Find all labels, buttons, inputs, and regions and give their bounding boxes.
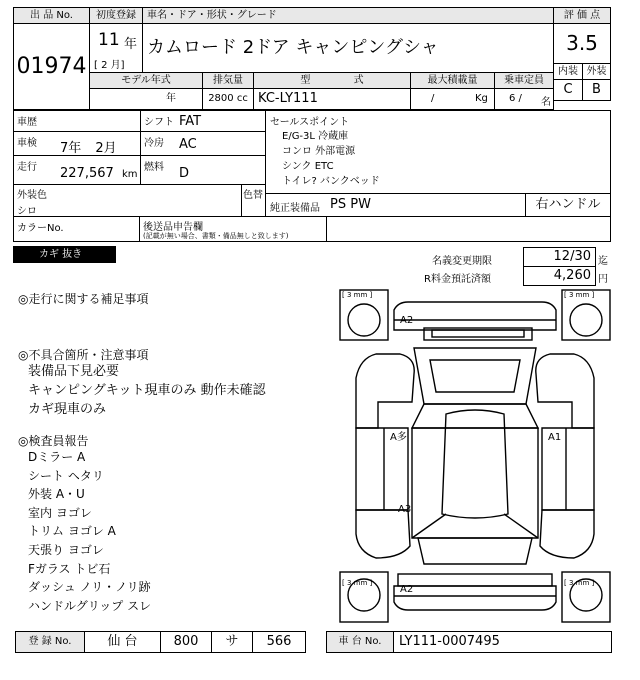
inspector-item: ダッシュ ノリ・ノリ跡 <box>28 580 151 595</box>
steering: 右ハンドル <box>525 193 611 217</box>
shift-label: シフト <box>144 117 174 128</box>
car-name: カムロード 2ドア キャンピングシャ <box>142 23 554 73</box>
exterior-color-value: シロ <box>17 206 37 217</box>
inspector-item: 室内 ヨゴレ <box>28 505 92 520</box>
tire-depth-label: [ 3 mm ] <box>342 579 373 587</box>
tire-depth-label: [ 3 mm ] <box>342 291 373 299</box>
type-value: KC-LY111 <box>253 88 411 110</box>
inspector-item: トリム ヨゴレ A <box>28 524 116 539</box>
reg-number: 566 <box>252 631 306 653</box>
model-year-value: 年 <box>89 88 203 110</box>
blank-cell <box>326 216 611 242</box>
right-rear-panel <box>540 510 594 558</box>
capacity-value: 6 / <box>509 93 522 104</box>
tire-front-left-icon <box>348 304 380 336</box>
defects-heading: ◎不具合箇所・注意事項 <box>18 348 149 362</box>
inspection-label: 車検 <box>17 138 37 149</box>
left-front-fender <box>356 354 414 428</box>
type-label: 型 式 <box>253 72 411 89</box>
displacement-value: 2800 cc <box>202 88 254 110</box>
shift-cell <box>140 110 266 132</box>
driving-notes-heading: ◎走行に関する補足事項 <box>18 292 149 306</box>
first-reg-month: [ 2 月] <box>94 60 125 71</box>
car-name-label: 車名・ドア・形状・グレード <box>142 7 554 24</box>
front-bumper <box>394 302 556 330</box>
inspector-list <box>28 448 151 615</box>
roof <box>442 410 508 518</box>
lot-number: 01974 <box>13 23 90 110</box>
max-load-unit: Kg <box>475 93 488 104</box>
fuel-label: 燃料 <box>144 162 164 173</box>
inspector-item: シート ヘタリ <box>28 468 104 483</box>
aftermarket-cell <box>139 216 327 242</box>
key-removed-badge: カギ 抜き <box>13 246 116 263</box>
mileage-cell <box>13 155 141 185</box>
equipment-label: 純正装備品 <box>270 203 320 214</box>
history-label: 車歴 <box>17 117 37 128</box>
color-no-cell <box>13 216 140 242</box>
damage-mark: A1 <box>548 432 562 443</box>
sales-points-cell <box>265 110 611 194</box>
capacity-label: 乗車定員 <box>494 72 554 89</box>
vehicle-damage-diagram <box>338 288 612 624</box>
inspection-cell <box>13 131 141 156</box>
interior-label: 内装 <box>553 63 583 80</box>
max-load-box <box>410 88 495 110</box>
overall-grade: 3.5 <box>553 23 611 64</box>
fuel-value: D <box>179 166 190 181</box>
reg-label: 登 録 No. <box>15 631 85 653</box>
reg-place: 仙 台 <box>84 631 161 653</box>
sales-points-list <box>282 129 380 189</box>
interior-grade: C <box>553 79 583 101</box>
inspector-item: Fガラス トビ石 <box>28 561 111 576</box>
deadline-unit: 迄 <box>598 256 608 267</box>
mileage-label: 走行 <box>17 162 37 173</box>
max-load-value: / <box>431 93 435 104</box>
inspector-item: ハンドルグリップ スレ <box>28 598 152 613</box>
left-rear-panel <box>356 510 410 558</box>
sales-point: コンロ 外部電源 <box>282 146 356 157</box>
mileage-unit: km <box>122 169 138 180</box>
first-reg-year: 11 <box>98 30 120 50</box>
defect-item: キャンピングキット現車のみ 動作未確認 <box>28 383 266 398</box>
defect-item: 装備品下見必要 <box>28 364 120 379</box>
inspector-heading: ◎検査員報告 <box>18 434 89 448</box>
sales-point: シンク ETC <box>282 161 334 172</box>
aftermarket-note: (記載が無い場合、書類・備品無しと致します) <box>143 232 289 240</box>
model-year-label: モデル年式 <box>89 72 203 89</box>
defects-list <box>28 362 266 419</box>
capacity-box <box>494 88 554 110</box>
sales-point: トイレ? バンクベッド <box>282 176 380 187</box>
exterior-color-label: 外装色 <box>17 190 47 201</box>
exterior-grade: B <box>582 79 611 101</box>
damage-mark: A3 <box>398 504 412 515</box>
damage-mark: A2 <box>400 584 414 595</box>
tire-depth-label: [ 3 mm ] <box>564 579 595 587</box>
shift-value: FAT <box>179 114 202 129</box>
ac-label: 冷房 <box>144 138 164 149</box>
first-reg-label: 初度登録 <box>89 7 143 24</box>
ac-value: AC <box>179 137 197 152</box>
first-reg-box <box>89 23 143 73</box>
capacity-unit: 名 <box>541 97 551 108</box>
displacement-label: 排気量 <box>202 72 254 89</box>
cabin-body <box>412 428 538 538</box>
recycle-value: 4,260 <box>523 266 596 286</box>
reg-class: 800 <box>160 631 212 653</box>
deadline-label: 名義変更期限 <box>432 256 492 267</box>
chassis-label: 車 台 No. <box>326 631 394 653</box>
reg-kana: サ <box>211 631 253 653</box>
sales-points-label: セールスポイント <box>270 117 350 128</box>
grade-label: 評 価 点 <box>553 7 611 24</box>
ac-cell <box>140 131 266 156</box>
color-replace-cell <box>241 184 266 217</box>
history-cell <box>13 110 141 132</box>
inspector-item: 天張り ヨゴレ <box>28 542 104 557</box>
mileage-value: 227,567 <box>60 166 114 181</box>
defect-item: カギ現車のみ <box>28 402 107 417</box>
color-replace-label: 色替 <box>243 190 263 201</box>
exterior-label: 外装 <box>582 63 611 80</box>
aftermarket-label: 後送品申告欄 <box>143 222 203 233</box>
max-load-label: 最大積載量 <box>410 72 495 89</box>
recycle-unit: 円 <box>598 274 608 285</box>
tire-front-right-icon <box>570 304 602 336</box>
deadline-value: 12/30 <box>523 247 596 267</box>
recycle-label: R料金預託済額 <box>424 274 491 285</box>
chassis-value: LY111-0007495 <box>393 631 612 653</box>
lot-label: 出 品 No. <box>13 7 90 24</box>
damage-mark: A2 <box>400 315 414 326</box>
sales-point: E/G-3L 冷蔵庫 <box>282 131 349 142</box>
right-front-fender <box>536 354 594 428</box>
equipment-cell <box>265 193 526 217</box>
exterior-color-cell <box>13 184 242 217</box>
tire-depth-label: [ 3 mm ] <box>564 291 595 299</box>
color-no-label: カラーNo. <box>17 223 64 234</box>
fuel-cell <box>140 155 266 185</box>
inspector-item: Dミラー A <box>28 450 86 464</box>
rear-bumper <box>394 586 556 610</box>
inspector-item: 外装 A・U <box>28 487 85 502</box>
inspection-value: 7年 2月 <box>60 141 117 156</box>
year-unit: 年 <box>124 37 138 52</box>
equipment-value: PS PW <box>330 197 371 212</box>
damage-mark: A多 <box>390 432 407 443</box>
